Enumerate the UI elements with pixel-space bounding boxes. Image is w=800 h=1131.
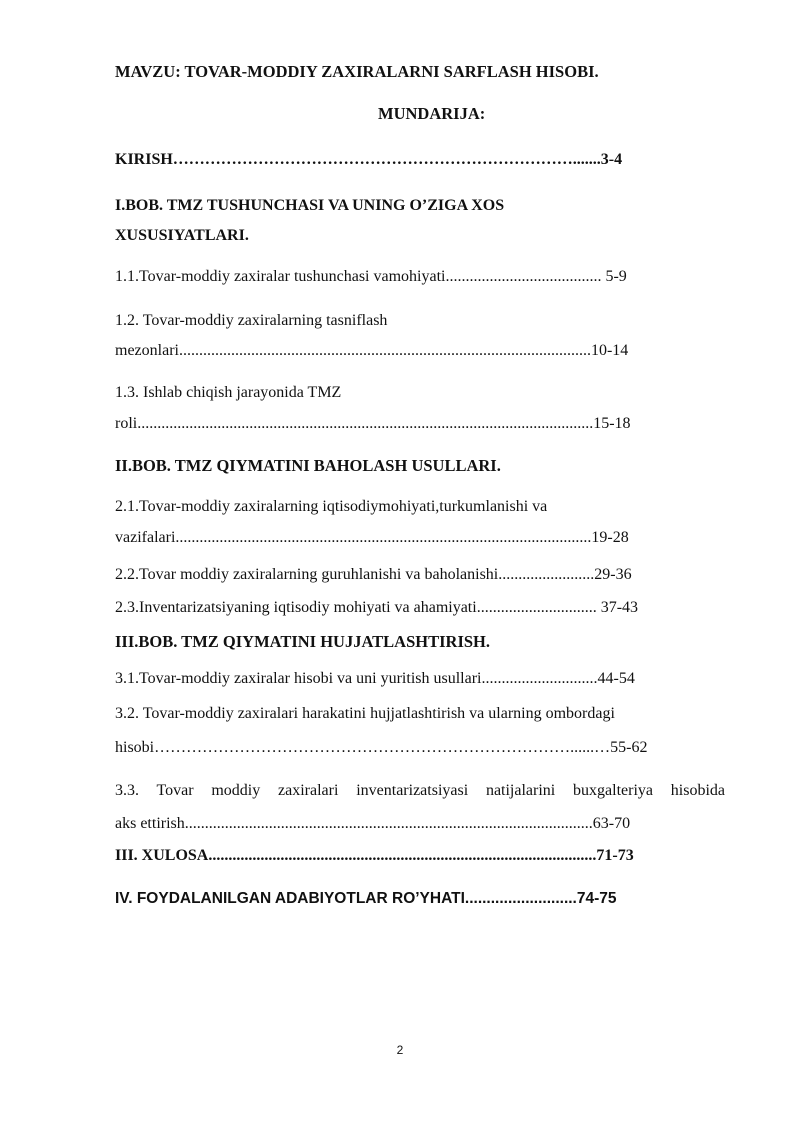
toc-section-2-1-line-1[interactable]: 2.1.Tovar-moddiy zaxiralarning iqtisodiymohiyati,turkumlanishi va — [115, 498, 548, 515]
toc-section-3-3-line-1[interactable]: 3.3. Tovar moddiy zaxiralari inventarizatsiyasi natijalarini buxgalteriya hisobida — [115, 782, 725, 799]
toc-section-2-2[interactable]: 2.2.Tovar moddiy zaxiralarning guruhlanishi va baholanishi........................29-36 — [115, 566, 632, 583]
toc-section-2-1-line-2[interactable]: vazifalari........................................................................................................19-28 — [115, 529, 629, 546]
toc-section-1-3-line-2[interactable]: roli..................................................................................................................15-18 — [115, 415, 631, 432]
toc-chapter-1-line-1[interactable]: I.BOB. TMZ TUSHUNCHASI VA UNING O’ZIGA XOS — [115, 197, 505, 214]
toc-intro[interactable]: KIRISH………………………………………………………………….......3-4 — [115, 151, 623, 168]
page-number: 2 — [396, 1043, 404, 1057]
toc-section-3-2-line-2[interactable]: hisobi……………………………………………………………………......…55-62 — [115, 739, 648, 756]
toc-section-3-2-line-1[interactable]: 3.2. Tovar-moddiy zaxiralari harakatini hujjatlashtirish va ularning ombordagi — [115, 705, 615, 722]
toc-section-1-1[interactable]: 1.1.Tovar-moddiy zaxiralar tushunchasi vamohiyati....................................... 5-9 — [115, 268, 627, 285]
toc-section-1-3-line-1[interactable]: 1.3. Ishlab chiqish jarayonida TMZ — [115, 384, 342, 401]
toc-section-2-3[interactable]: 2.3.Inventarizatsiyaning iqtisodiy mohiyati va ahamiyati.............................. 37-43 — [115, 599, 639, 616]
toc-section-3-1[interactable]: 3.1.Tovar-moddiy zaxiralar hisobi va uni yuritish usullari.............................44-54 — [115, 670, 635, 687]
toc-section-1-2-line-1[interactable]: 1.2. Tovar-moddiy zaxiralarning tasniflash — [115, 312, 388, 329]
toc-chapter-1-line-2[interactable]: XUSUSIYATLARI. — [115, 227, 249, 244]
toc-section-1-2-line-2[interactable]: mezonlari.......................................................................................................10-14 — [115, 342, 629, 359]
toc-section-3-3-line-2[interactable]: aks ettirish......................................................................................................63-70 — [115, 815, 631, 832]
contents-heading: MUNDARIJA: — [378, 104, 486, 123]
toc-chapter-3[interactable]: III.BOB. TMZ QIYMATINI HUJJATLASHTIRISH. — [115, 632, 490, 651]
toc-references[interactable]: IV. FOYDALANILGAN ADABIYOTLAR RO’YHATI..........................74-75 — [115, 890, 617, 907]
document-title: MAVZU: TOVAR-MODDIY ZAXIRALARNI SARFLASH HISOBI. — [115, 62, 599, 81]
toc-conclusion[interactable]: III. XULOSA.................................................................................................71-73 — [115, 847, 634, 864]
toc-chapter-2[interactable]: II.BOB. TMZ QIYMATINI BAHOLASH USULLARI. — [115, 456, 501, 475]
